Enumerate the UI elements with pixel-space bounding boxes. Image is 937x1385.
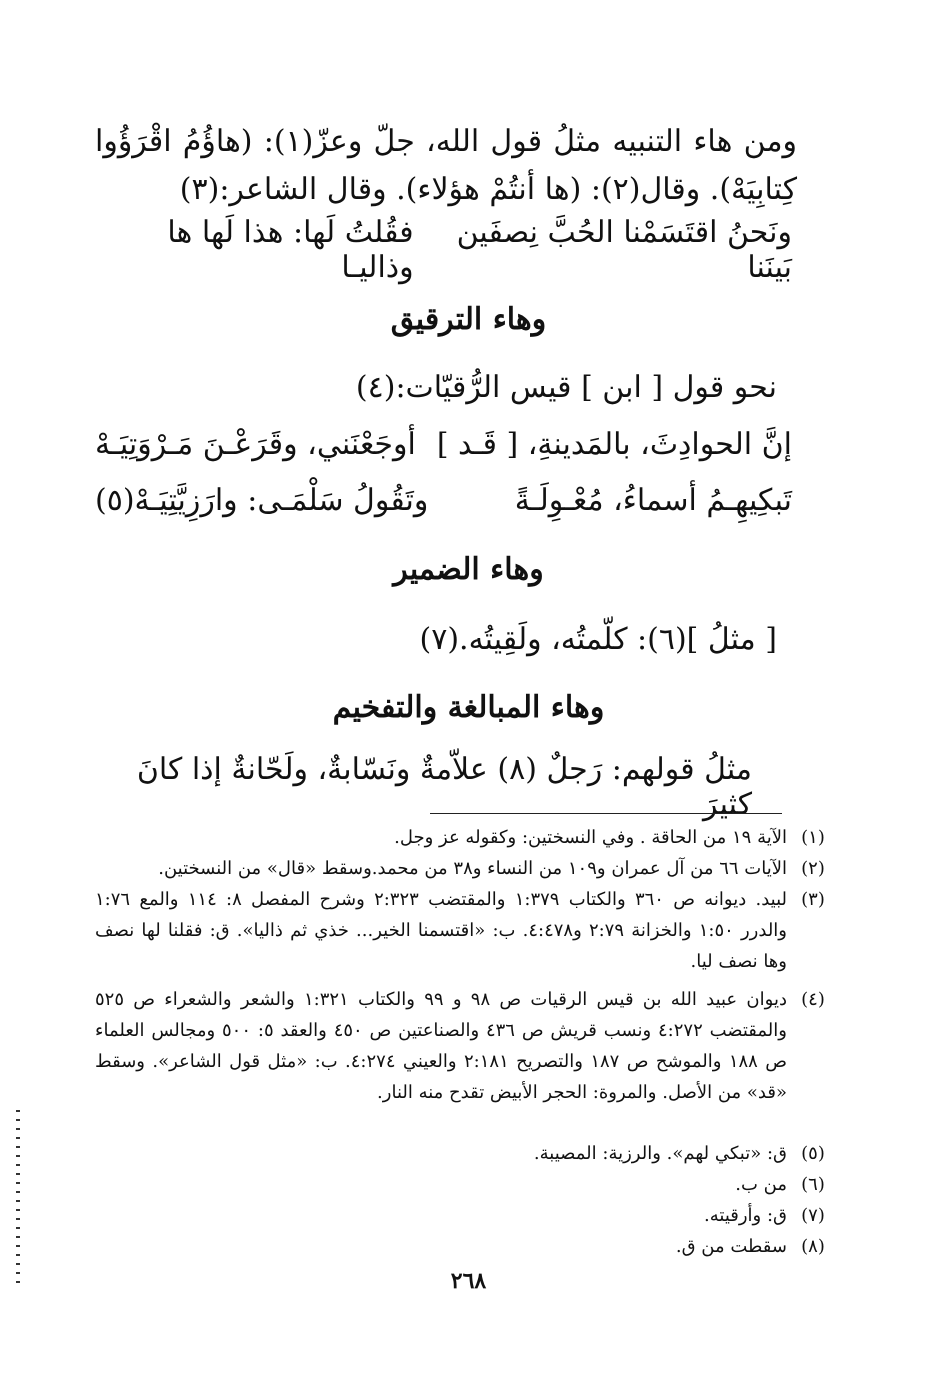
footnote <box>95 822 825 853</box>
footnote <box>95 1138 825 1169</box>
footnote-text: الآية ١٩ من الحاقة . وفي النسختين: وكقوله عز وجل. <box>394 827 787 848</box>
verse-line <box>95 478 792 522</box>
footnote-separator <box>430 813 782 814</box>
footnote-number: (٣) <box>801 889 825 910</box>
verse-first-half: إنَّ الحوادِثَ، بالمَدينةِ، [ قَـد ] <box>436 426 792 462</box>
footnote-text: سقطت من ق. <box>675 1236 787 1257</box>
footnote-text: ديوان عبيد الله بن قيس الرقيات ص ٩٨ و ٩٩ والكتاب ١:٣٢١ والشعر والشعراء ص ٥٢٥ والمقتضب ٤:٢٧٢ ونسب قريش ص ٤٣٦ والصناعتين ص ٤٥٠ والعقد ٥: ٥٠٠ ومجالس العلماء ص ١٨٨ والموشح ص ١٨٧ والتصريح ٢:١٨١ والعيني ٤:٢٧٤. ب: «مثل قول الشاعر». وسقط «قد» من الأصل. والمروة: الحجر الأبيض تقدح منه النار. <box>95 989 787 1103</box>
footnote-number: (٥) <box>801 1143 825 1164</box>
footnote-number: (٢) <box>801 858 825 879</box>
footnote-number: (٦) <box>801 1174 825 1195</box>
page-number: ٢٦٨ <box>450 1268 487 1294</box>
footnote <box>95 1231 825 1262</box>
verse-second-half: فقُلتُ لَها: هذا لَها ها وذاليـا <box>167 215 414 285</box>
verse-line <box>95 422 792 466</box>
verse-second-half: أوجَعْنَني، وقَرَعْـنَ مَـرْوَتِيَـهْ <box>95 426 416 462</box>
body-text: مثلُ قولهم: رَجلٌ (٨) علاّمةٌ ونَسّابةٌ، ولَحّانةٌ إذا كانَ كثيرَ <box>136 752 752 822</box>
section-heading: وهاء الضمير <box>393 552 544 587</box>
footnote-number: (١) <box>801 827 825 848</box>
section-heading: وهاء المبالغة والتفخيم <box>332 690 605 725</box>
footnote-text: لبيد. ديوانه ص ٣٦٠ والكتاب ١:٣٧٩ والمقتضب ٢:٣٢٣ وشرح المفصل ٨: ١١٤ والمع ١:٧٦ والدرر ١:٥٠ والخزانة ٢:٧٩ و٤:٤٧٨. ب: «اقتسمنا الخير... خذي ثم ذاليا». ق: فقلنا لها نصف وها نصف ليا. <box>95 889 787 972</box>
body-text: نحو قول [ ابن ] قيس الرُّقيّات:(٤) <box>355 370 777 405</box>
footnote-text: ق: وأرقيته. <box>704 1205 787 1226</box>
intro-paragraph: ومن هاء التنبيه مثلُ قول الله، جلّ وعزّ(١): (هاؤُمُ اقْرَؤُوا كِتابِيَهْ). وقال(٢): (ها أنتُمْ هؤلاء). وقال الشاعر:(٣) <box>95 124 798 207</box>
footnote-number: (٤) <box>801 989 825 1010</box>
footnote-number: (٨) <box>801 1236 825 1257</box>
verse-second-half: وتَقُولُ سَلْمَـى: وارَزِيَّتِيَـهْ(٥) <box>95 482 429 518</box>
footnote <box>95 984 825 1108</box>
verse-line <box>95 215 792 285</box>
footnote-text: الآيات ٦٦ من آل عمران و١٠٩ من النساء و٣٨ من محمد.وسقط «قال» من النسختين. <box>158 858 787 879</box>
verse-first-half: ونَحنُ اقتَسَمْنا الحُبَّ نِصفَين بَينَنا <box>456 215 792 285</box>
section-heading: وهاء الترقيق <box>390 302 547 337</box>
footnote <box>95 1200 825 1231</box>
verse-first-half: تَبكِيهِـمُ أسماءُ، مُعْـوِلَـةً <box>514 482 792 518</box>
footnote-text: ق: «تبكي لهم». والرزية: المصيبة. <box>533 1143 787 1164</box>
scan-binding-dots <box>16 1110 20 1285</box>
footnote-text: من ب. <box>735 1174 787 1195</box>
body-text: [ مثلُ ](٦): كلّمتُه، ولَقِيتُه.(٧) <box>419 622 777 657</box>
footnote <box>95 853 825 884</box>
footnote-number: (٧) <box>801 1205 825 1226</box>
footnote <box>95 1169 825 1200</box>
footnote <box>95 884 825 977</box>
